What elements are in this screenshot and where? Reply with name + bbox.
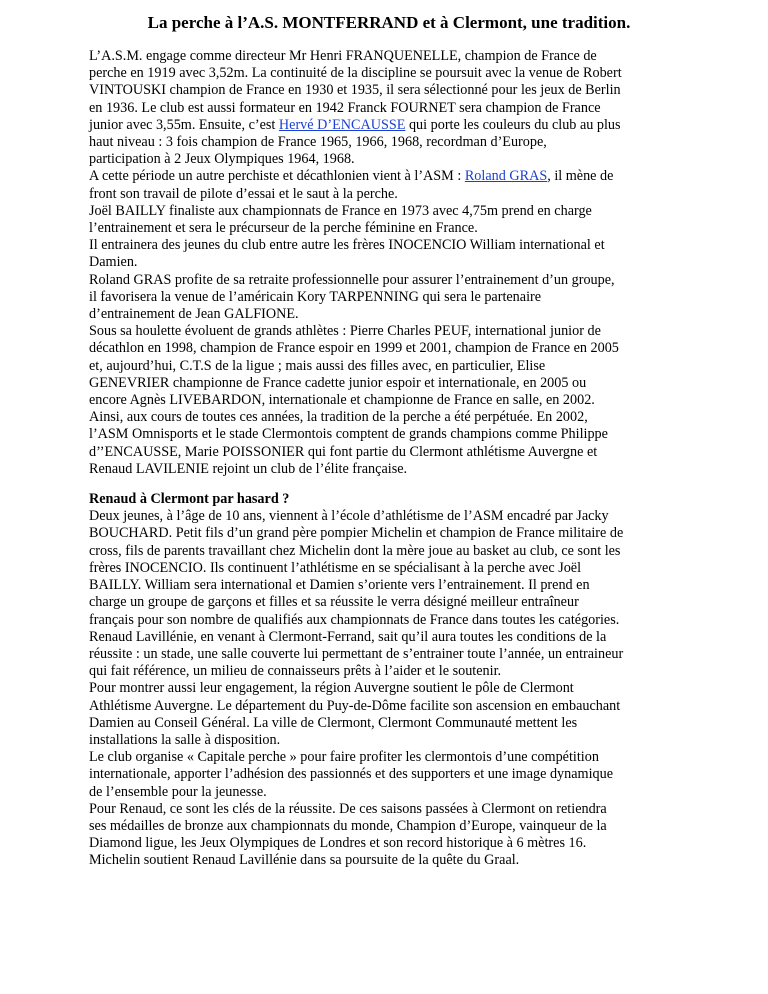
- text-line: charge un groupe de garçons et filles et sa réussite le verra désigné meilleur entraîneur: [89, 594, 579, 611]
- text-line: L’A.S.M. engage comme directeur Mr Henri FRANQUENELLE, champion de France de: [89, 48, 597, 64]
- text-line: l’entrainement et sera le précurseur de la perche féminine en France.: [89, 220, 478, 237]
- text-line: ses médailles de bronze aux championnats du monde, Champion d’Europe, vainqueur de la: [89, 817, 607, 834]
- text-line: réussite : un stade, une salle couverte lui permettant de s’entrainer toute l’année, un entraineur: [89, 645, 624, 662]
- text-line: haut niveau : 3 fois champion de France 1965, 1966, 1968, recordman d’Europe,: [89, 134, 547, 151]
- text-line: Michelin soutient Renaud Lavillénie dans sa poursuite de la quête du Graal.: [89, 852, 520, 869]
- document-title: La perche à l’A.S. MONTFERRAND et à Clermont, une tradition.: [147, 13, 631, 32]
- text-line: Damien au Conseil Général. La ville de Clermont, Clermont Communauté mettent les: [89, 714, 578, 731]
- text-line: décathlon en 1998, champion de France espoir en 1999 et 2001, champion de France en 2005: [89, 340, 619, 357]
- text-line: internationale, apporter l’adhésion des passionnés et des supporters et une image dynamique: [89, 766, 613, 783]
- text-fragment: A cette période un autre perchiste et décathlonien vient à l’ASM :: [89, 168, 465, 185]
- text-line: d’’ENCAUSSE, Marie POISSONIER qui font partie du Clermont athlétisme Auvergne et: [89, 443, 598, 460]
- text-fragment: junior avec 3,55m. Ensuite, c’est: [89, 116, 279, 133]
- text-line: GENEVRIER championne de France cadette junior espoir et internationale, en 2005 ou: [89, 374, 587, 391]
- paragraph-gap: [89, 478, 689, 491]
- text-line: Roland GRAS profite de sa retraite professionnelle pour assurer l’entrainement d’un groupe,: [89, 271, 615, 288]
- text-line: Le club organise « Capitale perche » pour faire profiter les clermontois d’une compétition: [89, 749, 599, 766]
- text-line: front son travail de pilote d’essai et le saut à la perche.: [89, 185, 398, 202]
- text-line: frères INOCENCIO. Ils continuent l’athlétisme en se spécialisant à la perche avec Joël: [89, 559, 582, 576]
- text-line: cross, fils de parents travaillant chez Michelin dont la mère joue au basket au club, ce sont les: [89, 542, 621, 559]
- text-line: Athlétisme Auvergne. Le département du Puy-de-Dôme facilite son ascension en embauchant: [89, 697, 621, 714]
- text-line: Joël BAILLY finaliste aux championnats de France en 1973 avec 4,75m prend en charge: [89, 202, 592, 219]
- text-line: Diamond ligue, les Jeux Olympiques de Londres et son record historique à 6 mètres 16.: [89, 835, 587, 852]
- text-line: Renaud LAVILENIE rejoint un club de l’élite française.: [89, 460, 408, 477]
- text-line: Deux jeunes, à l’âge de 10 ans, viennent à l’école d’athlétisme de l’ASM encadré par Jacky: [89, 508, 609, 525]
- section-renaud: [89, 491, 689, 869]
- text-line: installations la salle à disposition.: [89, 731, 281, 748]
- text-fragment: , il mène de: [547, 168, 614, 185]
- text-line: Ainsi, aux cours de toutes ces années, la tradition de la perche a été perpétuée. En 2002,: [89, 409, 588, 426]
- text-line: qui fait référence, un milieu de connaisseurs prêts à l’aider et le soutenir.: [89, 663, 502, 680]
- text-line: perche en 1919 avec 3,52m. La continuité de la discipline se poursuit avec la venue de Robert: [89, 65, 622, 82]
- text-line: BOUCHARD. Petit fils d’un grand père pompier Michelin et champion de France militaire de: [89, 525, 624, 542]
- text-line: BAILLY. William sera international et Damien s’oriente vers l’entrainement. Il prend en: [89, 577, 590, 594]
- text-line: de l’ensemble pour la jeunesse.: [89, 783, 267, 800]
- text-line: VINTOUSKI champion de France en 1930 et 1935, il sera sélectionné pour les jeux de Berlin: [89, 82, 621, 99]
- text-line: Il entrainera des jeunes du club entre autre les frères INOCENCIO William international et: [89, 237, 605, 254]
- text-line: participation à 2 Jeux Olympiques 1964, 1968.: [89, 151, 355, 168]
- section-heading: Renaud à Clermont par hasard ?: [89, 491, 290, 508]
- text-line: français pour son nombre de qualifiés aux championnats de France dans toutes les catégories.: [89, 611, 620, 628]
- text-fragment: qui porte les couleurs du club au plus: [405, 116, 621, 133]
- text-line: Sous sa houlette évoluent de grands athlètes : Pierre Charles PEUF, international junior de: [89, 323, 601, 340]
- text-line: d’entrainement de Jean GALFIONE.: [89, 306, 299, 323]
- text-line: encore Agnès LIVEBARDON, internationale et championne de France en salle, en 2002.: [89, 392, 595, 409]
- text-line: Pour montrer aussi leur engagement, la région Auvergne soutient le pôle de Clermont: [89, 680, 574, 697]
- text-line: [89, 168, 689, 185]
- document-page: [89, 12, 689, 870]
- link-roland-gras[interactable]: Roland GRAS: [464, 168, 548, 185]
- text-line: Pour Renaud, ce sont les clés de la réussite. De ces saisons passées à Clermont on retiendra: [89, 800, 607, 817]
- section-history: [89, 48, 689, 478]
- text-line: il favorisera la venue de l’américain Kory TARPENNING qui sera le partenaire: [89, 288, 542, 305]
- text-line: en 1936. Le club est aussi formateur en 1942 Franck FOURNET sera champion de France: [89, 99, 601, 116]
- text-line: [89, 117, 689, 134]
- text-line: Damien.: [89, 254, 138, 271]
- text-line: Renaud Lavillénie, en venant à Clermont-Ferrand, sait qu’il aura toutes les conditions de la: [89, 628, 607, 645]
- text-line: et, aujourd’hui, C.T.S de la ligue ; mais aussi des filles avec, en particulier, Elise: [89, 357, 546, 374]
- link-herve-dencausse[interactable]: Hervé D’ENCAUSSE: [278, 116, 406, 133]
- text-line: l’ASM Omnisports et le stade Clermontois comptent de grands champions comme Philippe: [89, 426, 608, 443]
